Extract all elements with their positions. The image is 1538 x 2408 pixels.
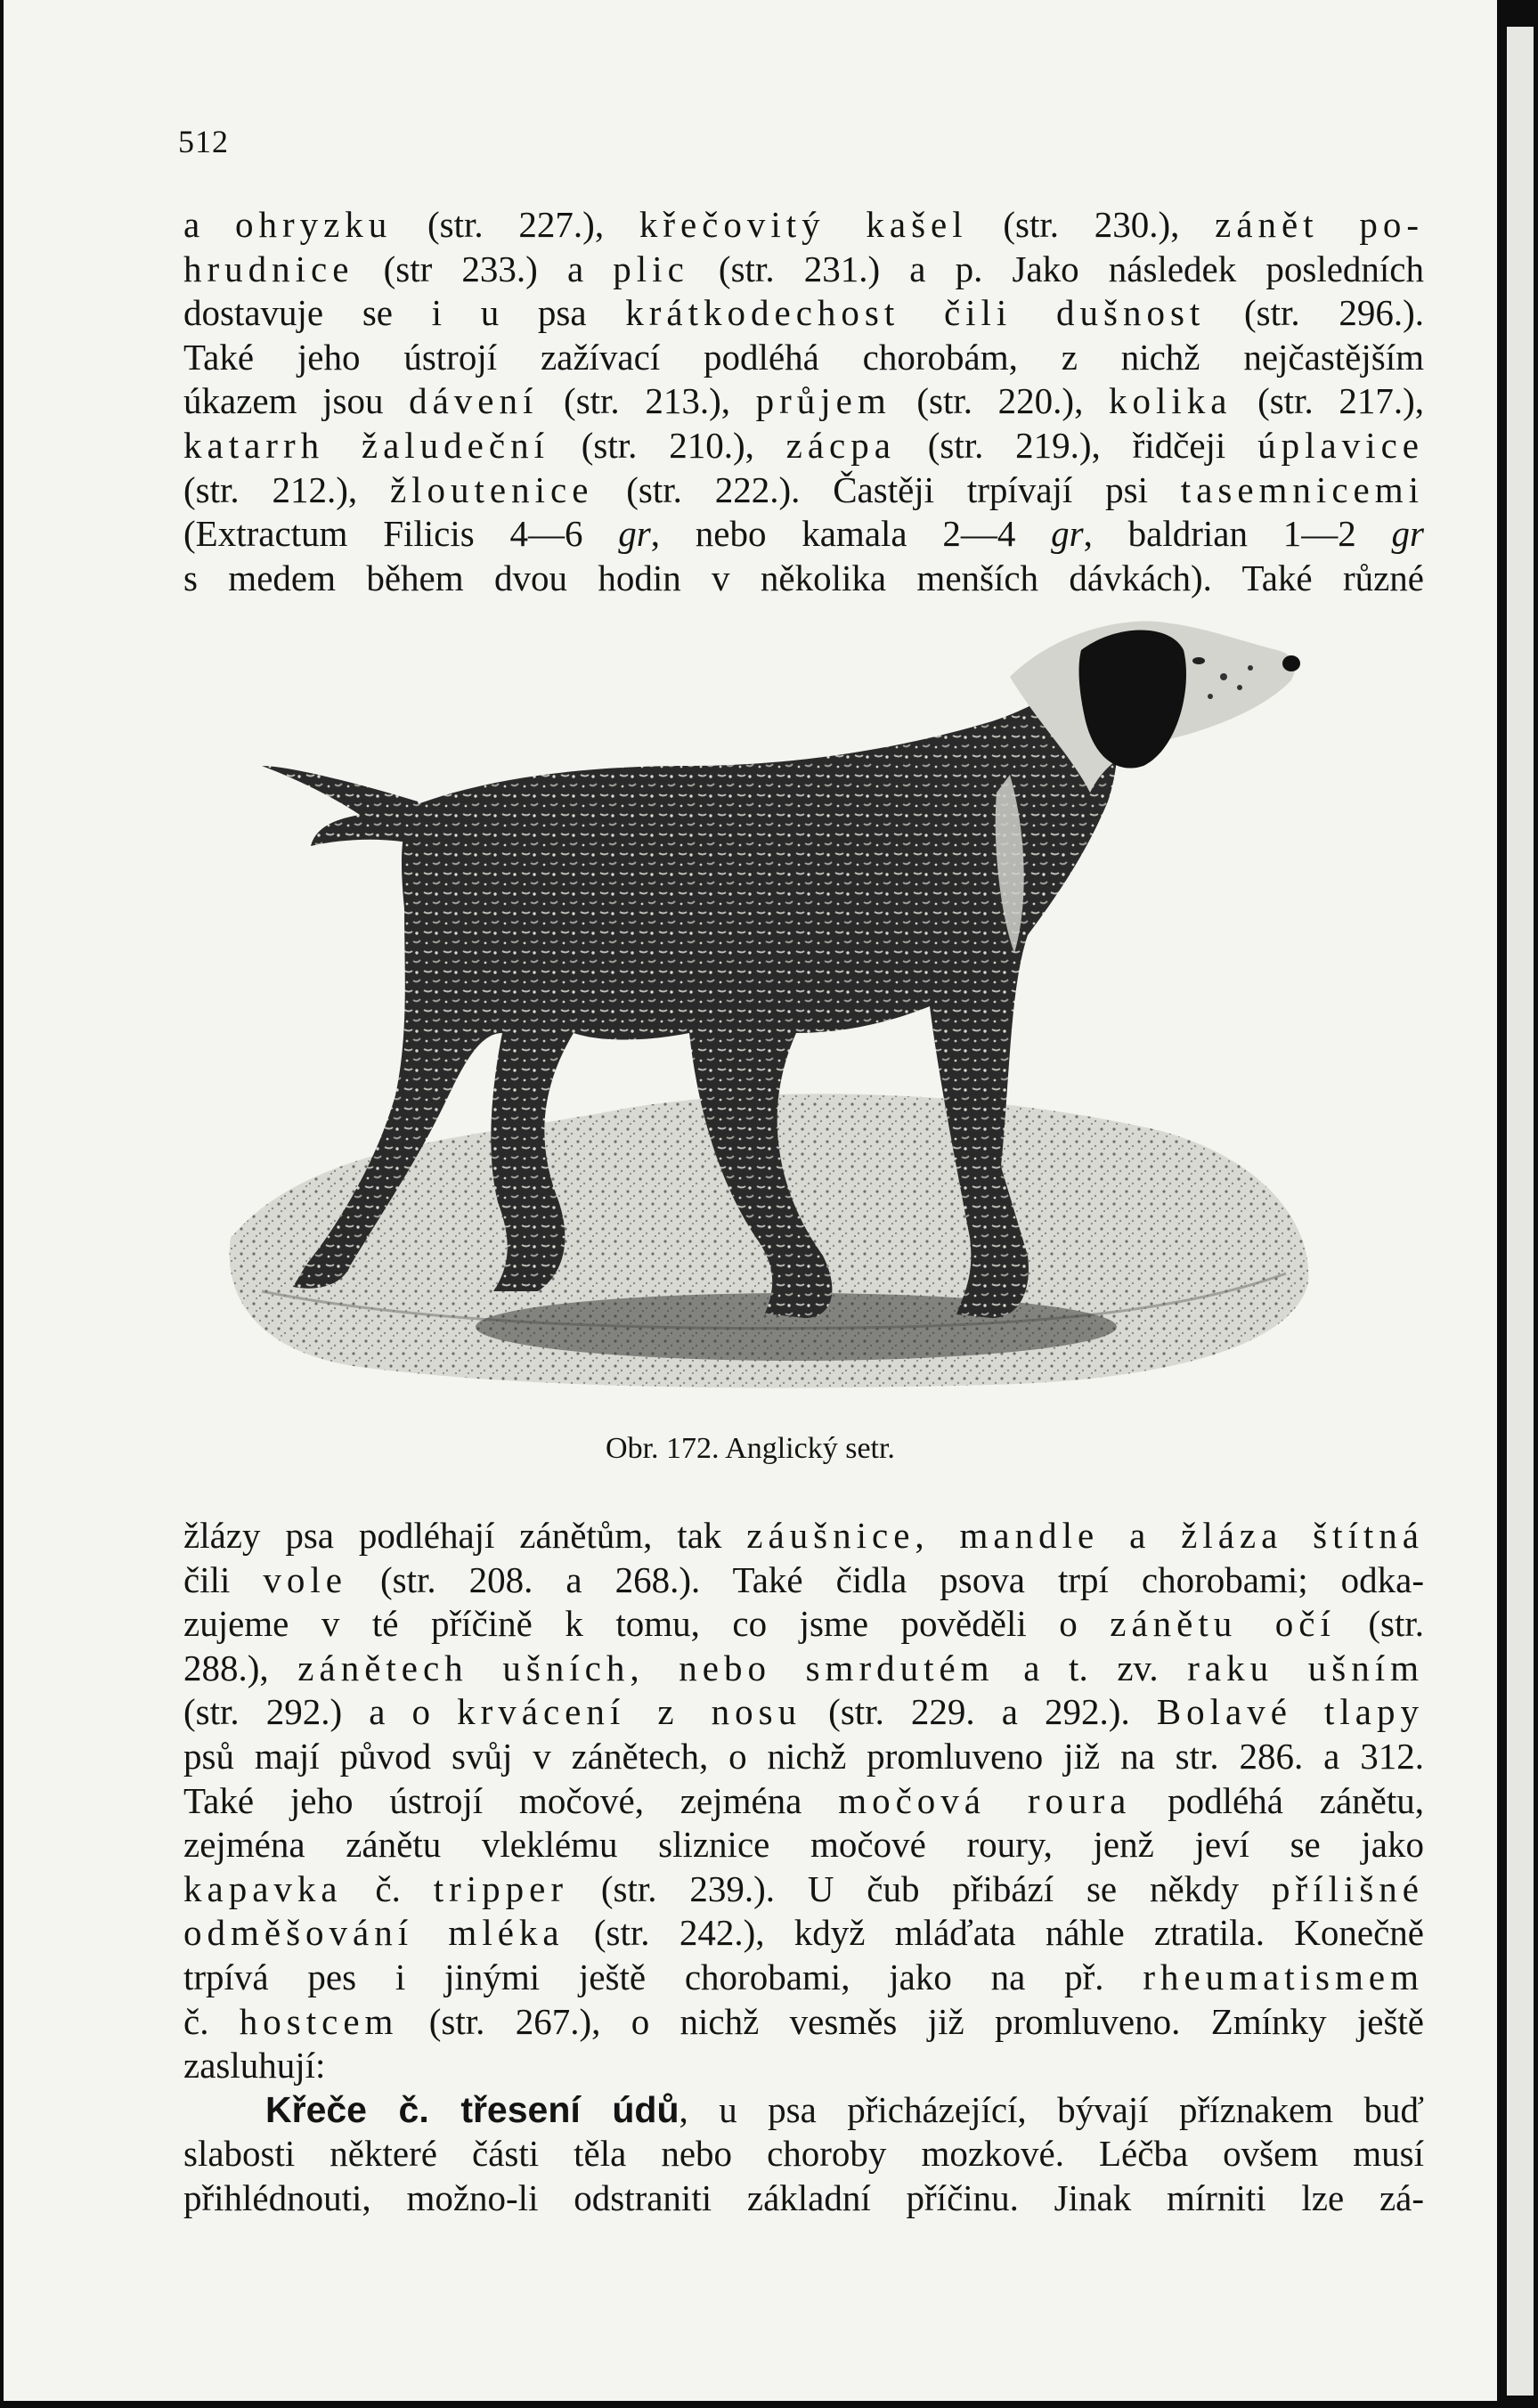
text-segment: kapavka bbox=[183, 1867, 343, 1909]
text-segment: , u psa přicházející, bývají příznakem buď bbox=[679, 2088, 1424, 2130]
text-segment: odměšování mléka bbox=[183, 1912, 565, 1954]
text-line bbox=[183, 1735, 1424, 1779]
text-segment: , baldrian 1—2 bbox=[1083, 513, 1392, 555]
text-line bbox=[183, 1956, 1424, 2000]
text-segment: čili bbox=[183, 1558, 264, 1600]
text-segment: tasemnicemi bbox=[1180, 468, 1424, 510]
text-segment: 288.), bbox=[183, 1647, 298, 1688]
text-line bbox=[183, 512, 1424, 557]
text-segment: zánětech ušních, nebo smrdutém bbox=[297, 1647, 995, 1688]
text-segment: (str. 231.) a p. Jako následek posledních bbox=[688, 248, 1425, 289]
text-segment: (str. 208. a 268.). Také čidla psova trpí chorobami; odka- bbox=[346, 1558, 1425, 1600]
page-number: 512 bbox=[178, 124, 229, 159]
text-segment: přílišné bbox=[1272, 1867, 1424, 1909]
text-segment: (str. 267.), o nichž vesměs již promluveno. Zmínky ještě bbox=[398, 2000, 1424, 2042]
text-segment: (str. 229. a 292.). bbox=[802, 1691, 1157, 1733]
text-line bbox=[183, 2176, 1424, 2221]
text-segment: zujeme v té příčině k tomu, co jsme pověděli o bbox=[183, 1603, 1111, 1645]
text-segment: vole bbox=[263, 1558, 347, 1600]
text-line bbox=[183, 379, 1424, 424]
text-segment: Také jeho ústrojí zažívací podléhá chorobám, z nichž nejčastějším bbox=[183, 336, 1424, 378]
text-segment: (str. 296.). bbox=[1205, 292, 1424, 334]
text-segment: (str. 230.), bbox=[967, 204, 1216, 245]
text-segment: (str. 210.), bbox=[549, 424, 786, 466]
text-segment: krátkodechost čili dušnost bbox=[625, 292, 1206, 334]
text-segment: katarrh žaludeční bbox=[183, 424, 549, 466]
text-segment: (str. 222.). Častěji trpívají psi bbox=[593, 468, 1181, 510]
text-segment: (str. 219.), řidčeji bbox=[895, 424, 1258, 466]
text-segment: Také jeho ústrojí močové, zejména bbox=[183, 1779, 839, 1821]
paragraph-bottom bbox=[183, 1514, 1424, 2221]
text-segment: dostavuje se i u psa bbox=[183, 292, 626, 334]
text-segment: (str. 239.). U čub přibází se někdy bbox=[568, 1867, 1272, 1909]
text-line bbox=[183, 336, 1424, 380]
text-segment: s medem během dvou hodin v několika menších dávkách). Také různé bbox=[183, 557, 1424, 598]
text-line bbox=[183, 468, 1424, 513]
text-segment: tripper bbox=[433, 1867, 569, 1909]
text-segment: záušnice, mandle a žláza štítná bbox=[746, 1515, 1425, 1556]
section-heading: Křeče č. třesení údů bbox=[265, 2088, 679, 2130]
text-line bbox=[183, 2000, 1424, 2045]
text-segment: zejména zánětu vleklému sliznice močové roury, jenž jeví se jako bbox=[183, 1824, 1424, 1866]
text-segment: krvácení z nosu bbox=[457, 1691, 802, 1733]
text-segment: , nebo kamala 2—4 bbox=[650, 513, 1052, 555]
text-line bbox=[183, 1514, 1424, 1558]
text-segment: kolika bbox=[1108, 380, 1233, 422]
text-segment: (Extractum Filicis 4—6 bbox=[183, 513, 619, 555]
text-line bbox=[183, 1602, 1424, 1647]
text-line bbox=[183, 203, 1424, 248]
text-segment: a t. zv. bbox=[994, 1647, 1188, 1688]
text-line bbox=[183, 2088, 1424, 2133]
text-line bbox=[183, 248, 1424, 292]
text-segment: gr bbox=[618, 513, 651, 555]
text-segment: hrudnice bbox=[183, 248, 354, 289]
text-line bbox=[183, 2132, 1424, 2176]
text-segment: žlázy psa podléhají zánětům, tak bbox=[183, 1515, 747, 1556]
text-segment: trpívá pes i jinými ještě chorobami, jako na př. bbox=[183, 1956, 1143, 1997]
text-line bbox=[183, 1823, 1424, 1867]
text-segment: hostcem bbox=[239, 2000, 399, 2042]
text-segment: gr bbox=[1391, 513, 1424, 555]
text-segment: raku ušním bbox=[1187, 1647, 1424, 1688]
text-segment: močová roura bbox=[838, 1779, 1132, 1821]
text-segment: přihlédnouti, možno-li odstraniti základní příčinu. Jinak mírniti lze zá- bbox=[183, 2176, 1424, 2218]
text-segment: a bbox=[183, 204, 235, 245]
text-line bbox=[183, 2044, 1424, 2088]
text-segment: dávení bbox=[409, 380, 539, 422]
text-segment: zasluhují: bbox=[183, 2045, 326, 2087]
english-setter-illustration bbox=[226, 614, 1322, 1398]
text-segment: (str. 217.), bbox=[1232, 380, 1425, 422]
text-line bbox=[183, 1690, 1424, 1735]
text-segment: zácpa bbox=[785, 424, 896, 466]
text-segment: úplavice bbox=[1257, 424, 1425, 466]
text-segment: (str. 227.), bbox=[392, 204, 639, 245]
text-segment: podléhá zánětu, bbox=[1131, 1779, 1425, 1821]
text-segment: (str. 212.), bbox=[183, 468, 390, 510]
book-page bbox=[4, 0, 1497, 2401]
text-segment: křečovitý kašel bbox=[639, 204, 968, 245]
text-segment: (str. 220.), bbox=[891, 380, 1109, 422]
figure-caption: Obr. 172. Anglický setr. bbox=[606, 1432, 895, 1465]
text-line bbox=[183, 291, 1424, 336]
text-segment: Bolavé tlapy bbox=[1156, 1691, 1424, 1733]
text-line bbox=[183, 1911, 1424, 1956]
text-line bbox=[183, 1558, 1424, 1603]
text-segment: (str. bbox=[1335, 1603, 1424, 1645]
text-segment: (str. 213.), bbox=[538, 380, 756, 422]
text-segment: rheumatismem bbox=[1143, 1956, 1424, 1997]
text-segment: plic bbox=[613, 248, 689, 289]
text-line bbox=[183, 1867, 1424, 1912]
text-segment: psů mají původ svůj v zánětech, o nichž promluveno již na str. 286. a 312. bbox=[183, 1735, 1424, 1777]
text-segment: slabosti některé části těla nebo choroby mozkové. Léčba ovšem musí bbox=[183, 2133, 1424, 2175]
text-segment: (str. 242.), když mláďata náhle ztratila. Konečně bbox=[564, 1912, 1424, 1954]
text-segment: průjem bbox=[755, 380, 891, 422]
text-line bbox=[183, 424, 1424, 468]
adjacent-page-edge bbox=[1507, 27, 1534, 2396]
text-segment: (str 233.) a bbox=[354, 248, 614, 289]
text-segment: žloutenice bbox=[389, 468, 594, 510]
text-segment: č. bbox=[342, 1867, 434, 1909]
paragraph-top bbox=[183, 203, 1424, 600]
text-segment: zánět po- bbox=[1215, 204, 1425, 245]
text-segment: zánětu očí bbox=[1110, 1603, 1336, 1645]
text-line bbox=[183, 557, 1424, 601]
text-line bbox=[183, 1647, 1424, 1691]
text-segment: ohryzku bbox=[234, 204, 393, 245]
text-line bbox=[183, 1779, 1424, 1824]
text-segment: gr bbox=[1051, 513, 1084, 555]
text-segment: úkazem jsou bbox=[183, 380, 410, 422]
text-segment: č. bbox=[183, 2000, 240, 2042]
text-segment: (str. 292.) a o bbox=[183, 1691, 458, 1733]
